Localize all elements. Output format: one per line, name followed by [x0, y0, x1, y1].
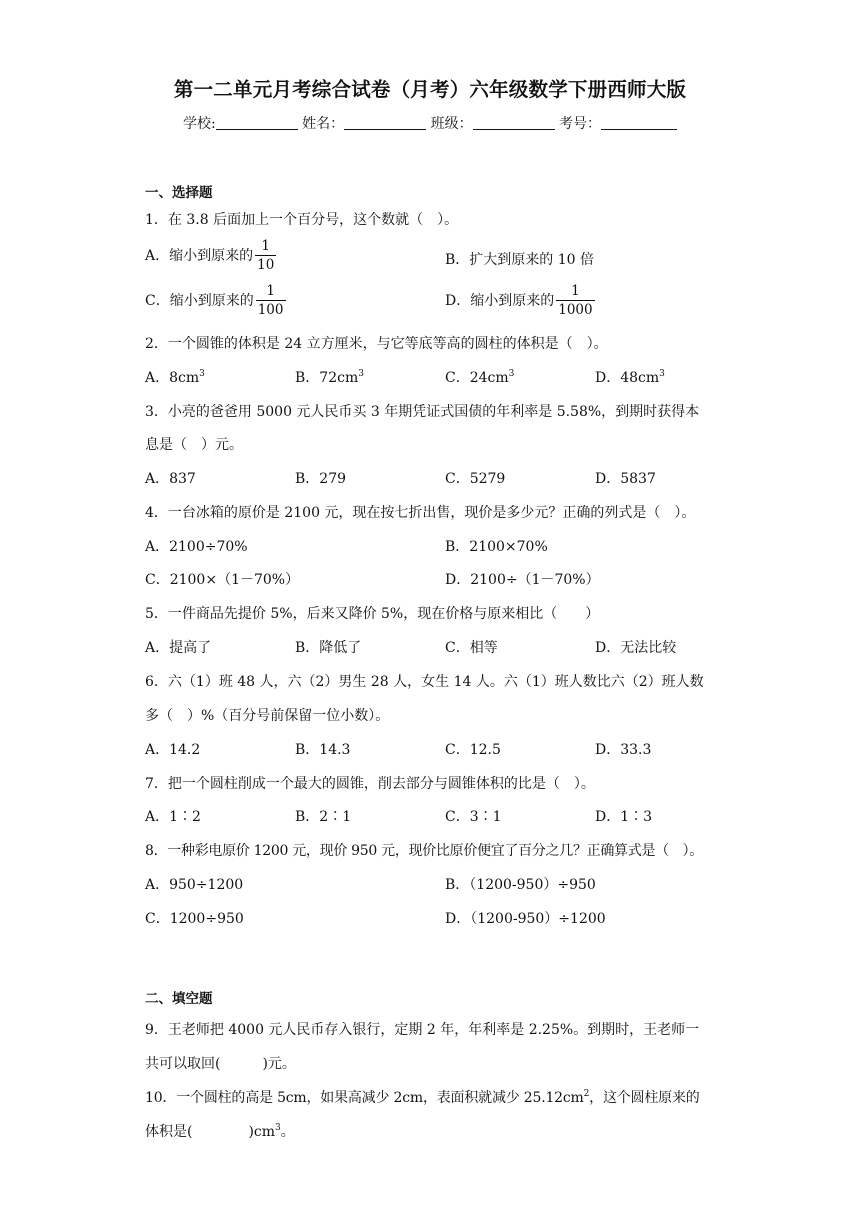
- name-label: 姓名：: [302, 116, 345, 132]
- question-4-option-d: D．2100÷（1－70%）: [445, 572, 600, 588]
- question-5-option-b: B．降低了: [295, 640, 362, 656]
- page-title: 第一二单元月考综合试卷（月考）六年级数学下册西师大版: [173, 78, 687, 101]
- question-4-option-b: B．2100×70%: [445, 539, 548, 555]
- question-7-option-c: C．3∶1: [445, 809, 502, 825]
- question-7-stem: 7．把一个圆柱削成一个最大的圆锥，削去部分与圆锥体积的比是（ ）。: [145, 776, 595, 792]
- question-3-stem-line-2: 息是（ ）元。: [145, 437, 243, 453]
- question-3-option-d: D．5837: [595, 471, 656, 487]
- fraction-numerator: 1: [556, 283, 594, 301]
- unit-exponent: 2: [583, 1089, 590, 1099]
- fraction-1-1000: [556, 283, 594, 319]
- fraction-numerator: 1: [255, 238, 276, 256]
- unit-exponent: 3: [508, 369, 515, 379]
- question-8-option-b: B．（1200-950）÷950: [445, 877, 596, 893]
- unit-exponent: 3: [358, 369, 364, 379]
- question-9-line-2: 共可以取回( )元。: [145, 1056, 296, 1072]
- fraction-1-10: [255, 238, 276, 274]
- q10-text: 10．一个圆柱的高是 5cm，如果高减少 2cm，表面积就减少 25.12cm: [145, 1090, 584, 1106]
- option-text: A．8cm: [145, 370, 200, 386]
- question-6-stem-line-2: 多（ ）%（百分号前保留一位小数）。: [145, 708, 390, 724]
- option-a-text: A．缩小到原来的: [145, 248, 254, 264]
- question-10-line-1: [145, 1087, 700, 1107]
- question-3-option-c: C．5279: [445, 471, 506, 487]
- q10-text: 。: [280, 1124, 295, 1140]
- fraction-numerator: 1: [256, 283, 286, 301]
- question-8-option-c: C．1200÷950: [145, 911, 244, 927]
- question-4-option-c: C．2100×（1－70%）: [145, 572, 300, 588]
- question-4-option-a: A．2100÷70%: [145, 539, 248, 555]
- question-5-option-a: A．提高了: [145, 640, 212, 656]
- question-1-option-d: [445, 283, 595, 319]
- unit-exponent: 3: [199, 369, 205, 379]
- fraction-1-100: [256, 283, 286, 319]
- school-label: 学校:: [182, 116, 216, 132]
- question-2-option-c: [445, 367, 514, 387]
- name-blank[interactable]: [344, 115, 426, 130]
- fraction-denominator: 1000: [558, 302, 593, 318]
- option-text: C．24cm: [445, 370, 509, 386]
- fraction-denominator: 10: [257, 257, 275, 273]
- question-2-option-a: [145, 367, 205, 387]
- question-9-line-1: 9．王老师把 4000 元人民币存入银行，定期 2 年，年利率是 2.25%。到期时，王老师一: [145, 1022, 700, 1038]
- question-5-stem: 5．一件商品先提价 5%，后来又降价 5%，现在价格与原来相比（ ）: [145, 606, 600, 622]
- number-label: 考号：: [559, 116, 602, 132]
- option-text: D．48cm: [595, 370, 660, 386]
- unit-exponent: 3: [275, 1123, 281, 1133]
- question-8-stem: 8．一种彩电原价 1200 元，现价 950 元，现价比原价便宜了百分之几？正确算式是（ ）。: [145, 843, 703, 859]
- question-7-option-b: B．2∶1: [295, 809, 352, 825]
- question-6-option-d: D．33.3: [595, 742, 652, 758]
- question-6-option-b: B．14.3: [295, 742, 351, 758]
- student-info-row: [0, 113, 860, 133]
- question-1-option-a: [145, 238, 276, 274]
- question-2-option-d: [595, 367, 665, 387]
- question-7-option-a: A．1∶2: [145, 809, 201, 825]
- section-title-choice: 一、选择题: [145, 185, 213, 201]
- question-10-line-2: [145, 1121, 295, 1141]
- question-3-stem-line-1: 3．小亮的爸爸用 5000 元人民币买 3 年期凭证式国债的年利率是 5.58%，到期时获得本: [145, 404, 700, 420]
- question-3-option-a: A．837: [145, 471, 196, 487]
- fraction-denominator: 100: [257, 302, 284, 318]
- class-label: 班级：: [430, 116, 473, 132]
- question-3-option-b: B．279: [295, 471, 347, 487]
- question-4-stem: 4．一台冰箱的原价是 2100 元，现在按七折出售，现价是多少元？正确的列式是（ ）。: [145, 505, 696, 521]
- school-blank[interactable]: [216, 115, 298, 130]
- question-6-option-c: C．12.5: [445, 742, 501, 758]
- question-7-option-d: D．1∶3: [595, 809, 653, 825]
- question-6-option-a: A．14.2: [145, 742, 201, 758]
- section-title-fill-blank: 二、填空题: [145, 991, 213, 1007]
- number-blank[interactable]: [601, 115, 677, 130]
- option-c-text: C．缩小到原来的: [145, 293, 254, 309]
- question-8-option-a: A．950÷1200: [145, 877, 244, 893]
- question-2-stem: 2．一个圆锥的体积是 24 立方厘米，与它等底等高的圆柱的体积是（ ）。: [145, 336, 608, 352]
- question-8-option-d: D．（1200-950）÷1200: [445, 911, 606, 927]
- q10-text: ，这个圆柱原来的: [589, 1090, 700, 1106]
- class-blank[interactable]: [473, 115, 555, 130]
- question-1-stem: 1．在 3.8 后面加上一个百分号，这个数就（ ）。: [145, 212, 459, 228]
- question-2-option-b: [295, 367, 364, 387]
- question-5-option-d: D．无法比较: [595, 640, 677, 656]
- option-text: B．72cm: [295, 370, 359, 386]
- option-d-text: D．缩小到原来的: [445, 293, 555, 309]
- question-1-option-b: B．扩大到原来的 10 倍: [445, 252, 595, 268]
- unit-exponent: 3: [659, 369, 665, 379]
- question-5-option-c: C．相等: [445, 640, 498, 656]
- q10-text: 体积是( )cm: [145, 1124, 276, 1140]
- question-6-stem-line-1: 6．六（1）班 48 人，六（2）男生 28 人，女生 14 人。六（1）班人数比六（2）班人数: [145, 674, 704, 690]
- question-1-option-c: [145, 283, 286, 319]
